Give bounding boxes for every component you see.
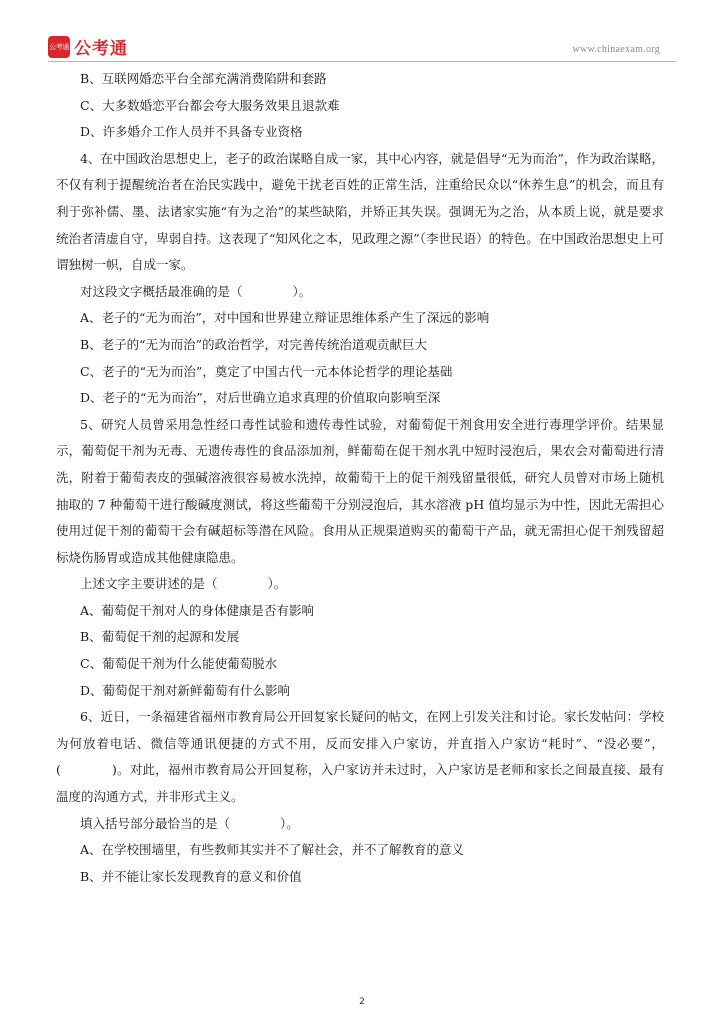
q6-question: 填入括号部分最恰当的是（ ）。 [80,815,299,831]
header-divider [48,61,676,62]
q4-option-a: A、老子的“无为而治”，对中国和世界建立辩证思维体系产生了深远的影响 [80,310,490,326]
q3-option-b: B、互联网婚恋平台全部充满消费陷阱和套路 [80,71,327,86]
q4-option-d: D、老子的“无为而治”，对后世确立追求真理的价值取向影响至深 [80,390,441,406]
page-number: 2 [359,997,365,1007]
q5-question: 上述文字主要讲述的是（ ）。 [80,576,287,592]
logo-badge-icon: 公考通 [48,36,70,58]
q3-option-d: D、许多婚介工作人员并不具备专业资格 [80,124,303,140]
page-header [48,28,676,64]
q5-option-c: C、葡萄促干剂为什么能使葡萄脱水 [80,656,278,672]
q6-option-a: A、在学校围墙里，有些教师其实并不了解社会，并不了解教育的意义 [80,842,465,858]
q5-option-b: B、葡萄促干剂的起源和发展 [80,629,240,645]
q5-passage: 5、研究人员曾采用急性经口毒性试验和遗传毒性试验，对葡萄促干剂食用安全进行毒理学评价。结果显示，葡萄促干剂为无毒、无遗传毒性的食品添加剂，鲜葡萄在促干剂水乳中短时浸泡后，果农会对葡萄进行清洗，附着于葡萄表皮的强碱溶液很容易被水洗掉，故葡萄干上的促干剂残留量很低，研究人员曾对市场上随机抽取的 7 种葡萄干进行酸碱度测试，将这些葡萄干分别浸泡后，其水溶液 pH 值均显示为中性，因此无需担心使用过促干剂的葡萄干会有碱超标等潜在风险。食用从正规渠道购买的葡萄干产品，就无需担心促干剂残留超标烧伤肠胃或造成其他健康隐患。 [56,416,664,565]
document-body [56,66,664,890]
q4-option-b: B、老子的“无为而治”的政治哲学，对完善传统治道观贡献巨大 [80,336,427,352]
q3-option-c: C、大多数婚恋平台都会夸大服务效果且退款难 [80,97,340,113]
q4-question: 对这段文字概括最准确的是（ ）。 [80,283,312,299]
q5-option-d: D、葡萄促干剂对新鲜葡萄有什么影响 [80,682,291,698]
q4-option-c: C、老子的“无为而治”，奠定了中国古代一元本体论哲学的理论基础 [80,363,453,379]
q4-passage: 4、在中国政治思想史上，老子的政治谋略自成一家，其中心内容，就是倡导“无为而治”，作为政治谋略，不仅有利于提醒统治者在治民实践中，避免干扰老百姓的正常生活，注重给民众以“休养生息”的机会，而且有利于弥补儒、墨、法诸家实施“有为之治”的某些缺陷，并矫正其失误。强调无为之治，从本质上说，就是要求统治者清虚自守，卑弱自持。这表现了“知风化之本，见政理之源”（李世民语）的特色。在中国政治思想史上可谓独树一帜，自成一家。 [56,150,664,273]
q6-option-b: B、并不能让家长发现教育的意义和价值 [80,868,302,884]
site-url[interactable]: www.chinaexam.org [572,44,660,55]
brand-logo[interactable] [48,34,128,59]
logo-wordmark: 公考通 [74,39,128,59]
q5-option-a: A、葡萄促干剂对人的身体健康是否有影响 [80,602,315,618]
q6-passage: 6、近日，一条福建省福州市教育局公开回复家长疑问的帖文，在网上引发关注和讨论。家长发帖问：学校为何放着电话、微信等通讯便捷的方式不用，反而安排入户家访，并直指入户家访“耗时”、“没必要”，( )。对此，福州市教育局公开回复称，入户家访并未过时，入户家访是老师和家长之间最直接、最有温度的沟通方式，并非形式主义。 [56,709,664,805]
